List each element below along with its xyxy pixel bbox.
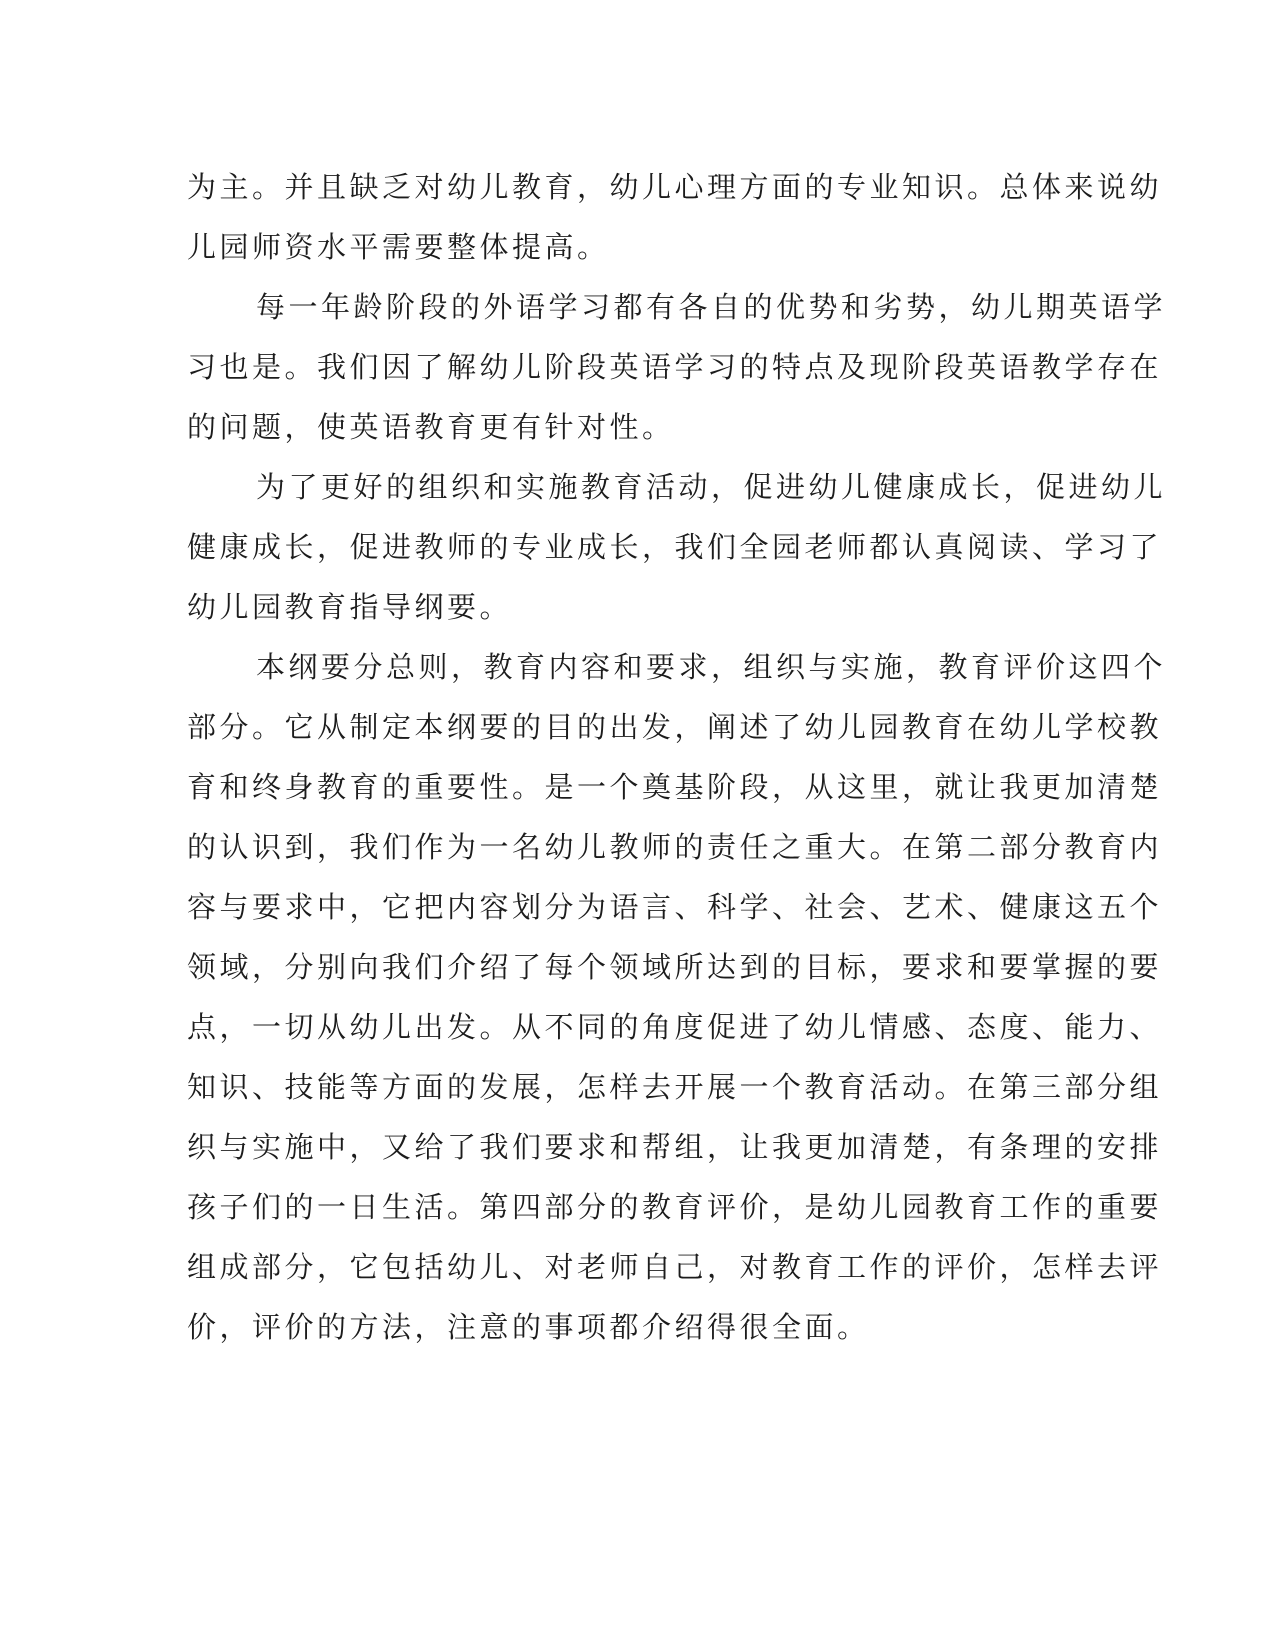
paragraph-first-line: 为了更好的组织和实施教育活动，促进幼儿健康成长，促进幼儿	[256, 470, 1167, 504]
body-text	[187, 157, 1167, 1357]
text-line: 知识、技能等方面的发展，怎样去开展一个教育活动。在第三部分组	[187, 1070, 1163, 1104]
text-line: 习也是。我们因了解幼儿阶段英语学习的特点及现阶段英语教学存在	[187, 350, 1163, 384]
text-line: 织与实施中，又给了我们要求和帮组，让我更加清楚，有条理的安排	[187, 1130, 1163, 1164]
text-line: 容与要求中，它把内容划分为语言、科学、社会、艺术、健康这五个	[187, 890, 1163, 924]
text-line: 孩子们的一日生活。第四部分的教育评价，是幼儿园教育工作的重要	[187, 1190, 1163, 1224]
text-line: 健康成长，促进教师的专业成长，我们全园老师都认真阅读、学习了	[187, 530, 1163, 564]
paragraph-first-line: 本纲要分总则，教育内容和要求，组织与实施，教育评价这四个	[256, 650, 1167, 684]
text-line: 儿园师资水平需要整体提高。	[187, 230, 610, 264]
text-line: 育和终身教育的重要性。是一个奠基阶段，从这里，就让我更加清楚	[187, 770, 1163, 804]
text-line: 为主。并且缺乏对幼儿教育，幼儿心理方面的专业知识。总体来说幼	[187, 170, 1163, 204]
text-line: 部分。它从制定本纲要的目的出发，阐述了幼儿园教育在幼儿学校教	[187, 710, 1163, 744]
text-line: 幼儿园教育指导纲要。	[187, 590, 513, 624]
text-line: 的问题，使英语教育更有针对性。	[187, 410, 675, 444]
text-line: 价，评价的方法，注意的事项都介绍得很全面。	[187, 1310, 870, 1344]
text-line: 领域，分别向我们介绍了每个领域所达到的目标，要求和要掌握的要	[187, 950, 1163, 984]
text-line: 组成部分，它包括幼儿、对老师自己，对教育工作的评价，怎样去评	[187, 1250, 1163, 1284]
paragraph-first-line: 每一年龄阶段的外语学习都有各自的优势和劣势，幼儿期英语学	[256, 290, 1167, 324]
text-line: 点，一切从幼儿出发。从不同的角度促进了幼儿情感、态度、能力、	[187, 1010, 1163, 1044]
text-line: 的认识到，我们作为一名幼儿教师的责任之重大。在第二部分教育内	[187, 830, 1163, 864]
